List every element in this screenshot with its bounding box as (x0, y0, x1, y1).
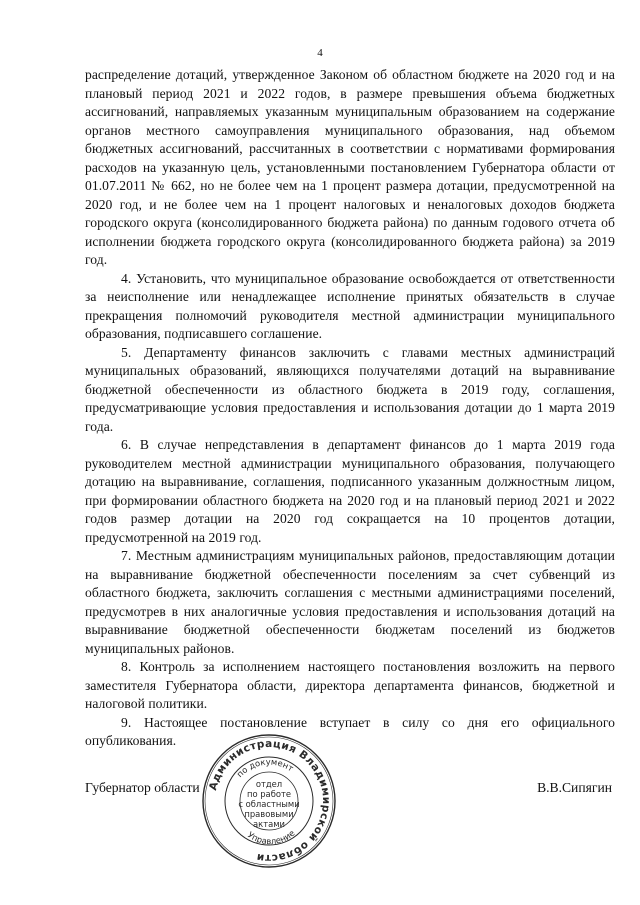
paragraph-item-5: 5. Департаменту финансов заключить с главами местных администраций муниципальных образований, являющихся получателями дотаций на выравнивание бюджетной обеспеченности из областного бюджета в 2019 году, соглашения, предусматривающие условия предоставления и использования дотации до 1 марта 2019 года. (85, 344, 615, 434)
stamp-inner-bottom: Управление (245, 827, 297, 847)
stamp-inner-top: по документ (234, 756, 296, 780)
page-number: 4 (317, 47, 323, 59)
stamp-ring-text: Администрация Владимирской области (207, 737, 333, 865)
paragraph-item-4: 4. Установить, что муниципальное образование освобождается от ответственности за неисполнение или ненадлежащее исполнение принятых обязательств в случае прекращения полномочий руководителя местной администрации муниципального образования, подписавшего соглашение. (85, 270, 615, 341)
document-body (85, 66, 615, 751)
stamp-line: актами (253, 819, 285, 829)
signature-block (0, 732, 640, 865)
stamp-line: по работе (246, 789, 292, 799)
paragraph-continuation: распределение дотаций, утвержденное Законом об областном бюджете на 2020 год и на плановый период 2021 и 2022 годов, в размере превышения объема бюджетных ассигнований, направляемых указанным муниципальным образованием на содержание органов местного самоуправления муниципального образования, над объемом бюджетных ассигнований, рассчитанных в соответствии с нормативами формирования расходов на указанную цель, установленными постановлением Губернатора области от 01.07.2011 № 662, но не более чем на 1 процент размера дотации, предусмотренной на 2020 год, и не более чем на 1 процент налоговых и неналоговых доходов бюджета городского округа (консолидированного бюджета района) по данным годового отчета об исполнении бюджета городского округа (консолидированного бюджета района) за 2019 год. (85, 67, 615, 267)
stamp-line: отдел (255, 779, 283, 789)
stamp-line: с областными (238, 799, 300, 809)
paragraph-item-7: 7. Местным администрациям муниципальных районов, предоставляющим дотации на выравнивание бюджетной обеспеченности поселениям за счет субвенций из областного бюджета, заключить соглашения с местными администрациями поселений, предусмотрев в них аналогичные условия предоставления и использования дотаций на выравнивание бюджетной обеспеченности бюджетам поселений из бюджетов муниципальных районов. (85, 548, 615, 656)
paragraph-item-8: 8. Контроль за исполнением настоящего постановления возложить на первого заместителя Губернатора области, директора департамента финансов, бюджетной и налоговой политики. (85, 659, 615, 711)
signatory-position: Губернатор области (85, 780, 200, 795)
stamp-line: правовыми (244, 809, 294, 819)
paragraph-item-9: 9. Настоящее постановление вступает в силу со дня его официального опубликования. (85, 714, 615, 748)
official-stamp (200, 732, 338, 870)
paragraph-item-6: 6. В случае непредставления в департамент финансов до 1 марта 2019 года руководителем местной администрации муниципального образования, получающего дотацию на выравнивание, соглашения, подписанного указанным должностным лицом, при формировании областного бюджета на 2020 год и на плановый период 2021 и 2022 годов размер дотации на 2020 год сокращается на 10 процентов дотации, предусмотренной на 2019 год. (85, 437, 615, 545)
signatory-name: В.В.Сипягин (537, 780, 612, 795)
stamp-seal-icon (200, 732, 338, 870)
